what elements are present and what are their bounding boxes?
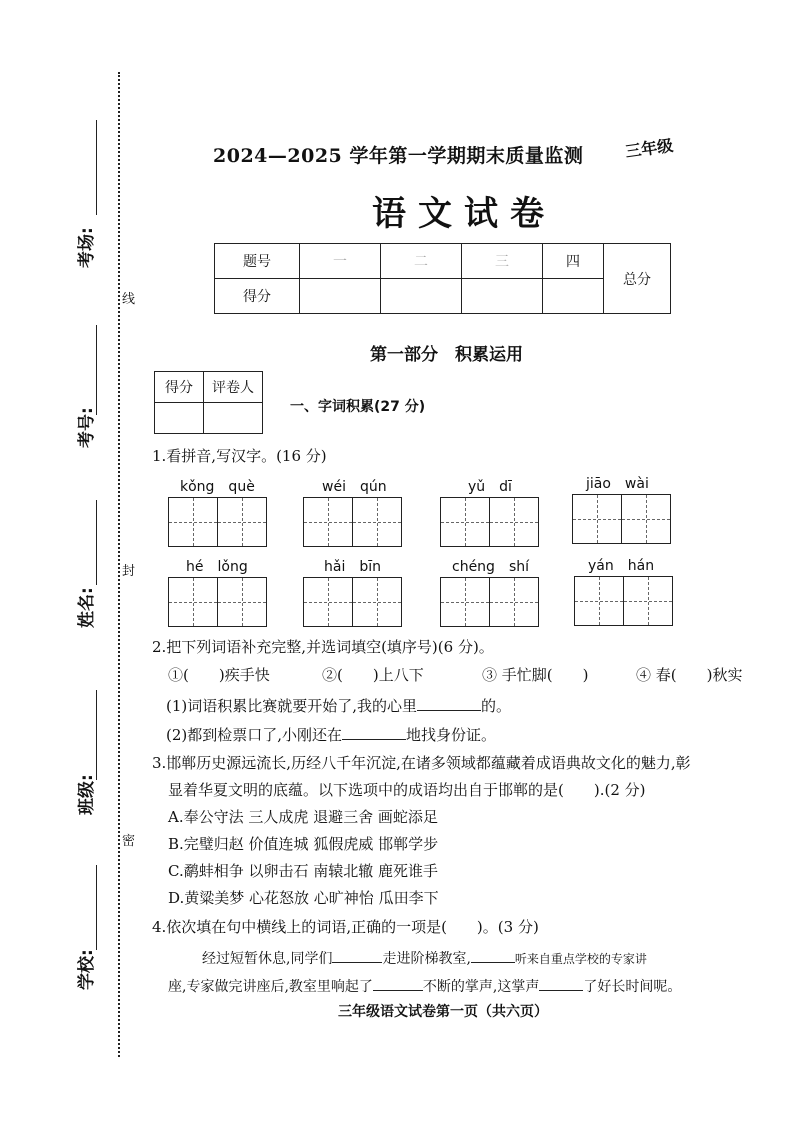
grader-score-cell[interactable] bbox=[155, 403, 204, 434]
q1-prompt: 1.看拼音,写汉字。(16 分) bbox=[152, 447, 327, 465]
q3-line-1: 3.邯郸历史源远流长,历经八千年沉淀,在诸多领域都蕴藏着成语典故文化的魅力,彰 bbox=[152, 754, 691, 772]
score-cell-4[interactable] bbox=[543, 279, 604, 314]
q1-pinyin-7: chéng shí bbox=[452, 559, 529, 575]
q4-line-1 bbox=[202, 946, 647, 969]
grader-name-cell[interactable] bbox=[204, 403, 263, 434]
q1-answer-box-2[interactable] bbox=[303, 497, 400, 547]
score-table-row-label: 题号 bbox=[215, 244, 300, 279]
q2-option-3: ③ 手忙脚( ) bbox=[482, 666, 589, 684]
q4-l1-part-a: 经过短暂休息,同学们 bbox=[202, 951, 333, 967]
score-cell-3[interactable] bbox=[462, 279, 543, 314]
score-col-4: 四 bbox=[543, 244, 604, 279]
q4-blank-2[interactable] bbox=[471, 946, 515, 963]
seal-char-line: 线 bbox=[122, 292, 136, 307]
exam-number-label: 考号: bbox=[77, 407, 97, 448]
q1-answer-box-3[interactable] bbox=[440, 497, 537, 547]
q1-pinyin-8: yán hán bbox=[588, 558, 655, 574]
q4-l1-part-c: 听来自重点学校的专家讲 bbox=[514, 952, 647, 966]
score-table bbox=[214, 243, 671, 314]
q2-option-1: ①( )疾手快 bbox=[168, 666, 270, 684]
q1-answer-box-4[interactable] bbox=[572, 494, 669, 544]
class-line[interactable] bbox=[96, 690, 97, 780]
q2-s2-blank[interactable] bbox=[342, 723, 406, 740]
q2-s1-part-b: 的。 bbox=[481, 697, 512, 715]
score-cell-1[interactable] bbox=[300, 279, 381, 314]
q2-s1-part-a: (1)词语积累比赛就要开始了,我的心里 bbox=[166, 697, 418, 715]
binding-dotted-line bbox=[118, 72, 120, 1057]
section-title: 一、字词积累(27 分) bbox=[290, 399, 426, 415]
q1-pinyin-2: wéi qún bbox=[322, 479, 387, 495]
q1-pinyin-5: hé lǒng bbox=[186, 559, 248, 575]
q1-pinyin-1: kǒng què bbox=[180, 479, 255, 495]
q2-s2-part-b: 地找身份证。 bbox=[406, 726, 497, 744]
q2-sentence-2 bbox=[166, 723, 496, 745]
q2-option-2: ②( )上八下 bbox=[322, 666, 424, 684]
score-col-2: 二 bbox=[381, 244, 462, 279]
q3-option-a: A.奉公守法 三人成虎 退避三舍 画蛇添足 bbox=[168, 808, 438, 826]
seal-char-secret: 密 bbox=[122, 834, 136, 849]
q4-line-2 bbox=[168, 974, 681, 997]
q1-answer-box-8[interactable] bbox=[574, 576, 671, 626]
score-col-3: 三 bbox=[462, 244, 543, 279]
q4-l1-part-b: 走进阶梯教室, bbox=[382, 951, 471, 967]
q4-prompt: 4.依次填在句中横线上的词语,正确的一项是( )。(3 分) bbox=[152, 918, 539, 936]
exam-room-label: 考场: bbox=[77, 227, 97, 268]
exam-title: 2024—2025 学年第一学期期末质量监测 bbox=[213, 145, 584, 167]
exam-room-line[interactable] bbox=[96, 120, 97, 215]
q2-s2-part-a: (2)都到检票口了,小刚还在 bbox=[166, 726, 343, 744]
q4-l2-part-a: 座,专家做完讲座后,教室里响起了 bbox=[168, 979, 373, 995]
q1-answer-box-6[interactable] bbox=[303, 577, 400, 627]
q3-line-2: 显着华夏文明的底蕴。以下选项中的成语均出自于邯郸的是( ).(2 分) bbox=[168, 781, 646, 799]
q3-option-c: C.鹬蚌相争 以卵击石 南辕北辙 鹿死谁手 bbox=[168, 862, 439, 880]
q2-sentence-1 bbox=[166, 694, 511, 716]
seal-char-seal: 封 bbox=[122, 564, 136, 579]
exam-number-line[interactable] bbox=[96, 325, 97, 415]
grader-table bbox=[154, 371, 263, 434]
q1-pinyin-3: yǔ dī bbox=[468, 479, 512, 495]
q4-l2-part-c: 了好长时间呢。 bbox=[583, 979, 682, 995]
q3-option-d: D.黄粱美梦 心花怒放 心旷神怡 瓜田李下 bbox=[168, 889, 439, 907]
q1-answer-box-1[interactable] bbox=[168, 497, 265, 547]
q1-pinyin-6: hǎi bīn bbox=[324, 559, 381, 575]
q4-blank-1[interactable] bbox=[332, 946, 382, 963]
class-label: 班级: bbox=[77, 774, 97, 815]
grader-score-label: 得分 bbox=[155, 372, 204, 403]
part-title: 第一部分 积累运用 bbox=[370, 345, 523, 365]
q1-answer-box-5[interactable] bbox=[168, 577, 265, 627]
q1-answer-box-7[interactable] bbox=[440, 577, 537, 627]
page-footer: 三年级语文试卷第一页（共六页） bbox=[338, 1004, 548, 1020]
score-row-label: 得分 bbox=[215, 279, 300, 314]
score-total-label: 总分 bbox=[604, 244, 671, 314]
q1-pinyin-4: jiāo wài bbox=[586, 476, 649, 492]
q4-blank-4[interactable] bbox=[539, 974, 583, 991]
q4-l2-part-b: 不断的掌声,这掌声 bbox=[422, 979, 540, 995]
exam-grade: 三年级 bbox=[624, 135, 675, 162]
q2-option-4: ④ 春( )秋实 bbox=[636, 666, 743, 684]
name-line[interactable] bbox=[96, 500, 97, 585]
score-cell-2[interactable] bbox=[381, 279, 462, 314]
grader-name-label: 评卷人 bbox=[204, 372, 263, 403]
q2-prompt: 2.把下列词语补充完整,并选词填空(填序号)(6 分)。 bbox=[152, 638, 494, 656]
school-line[interactable] bbox=[96, 865, 97, 950]
paper-title: 语文试卷 bbox=[372, 194, 556, 234]
name-label: 姓名: bbox=[77, 587, 97, 628]
score-col-1: 一 bbox=[300, 244, 381, 279]
school-label: 学校: bbox=[77, 949, 97, 990]
q3-option-b: B.完璧归赵 价值连城 狐假虎威 邯郸学步 bbox=[168, 835, 439, 853]
q4-blank-3[interactable] bbox=[373, 974, 423, 991]
q2-s1-blank[interactable] bbox=[417, 694, 481, 711]
